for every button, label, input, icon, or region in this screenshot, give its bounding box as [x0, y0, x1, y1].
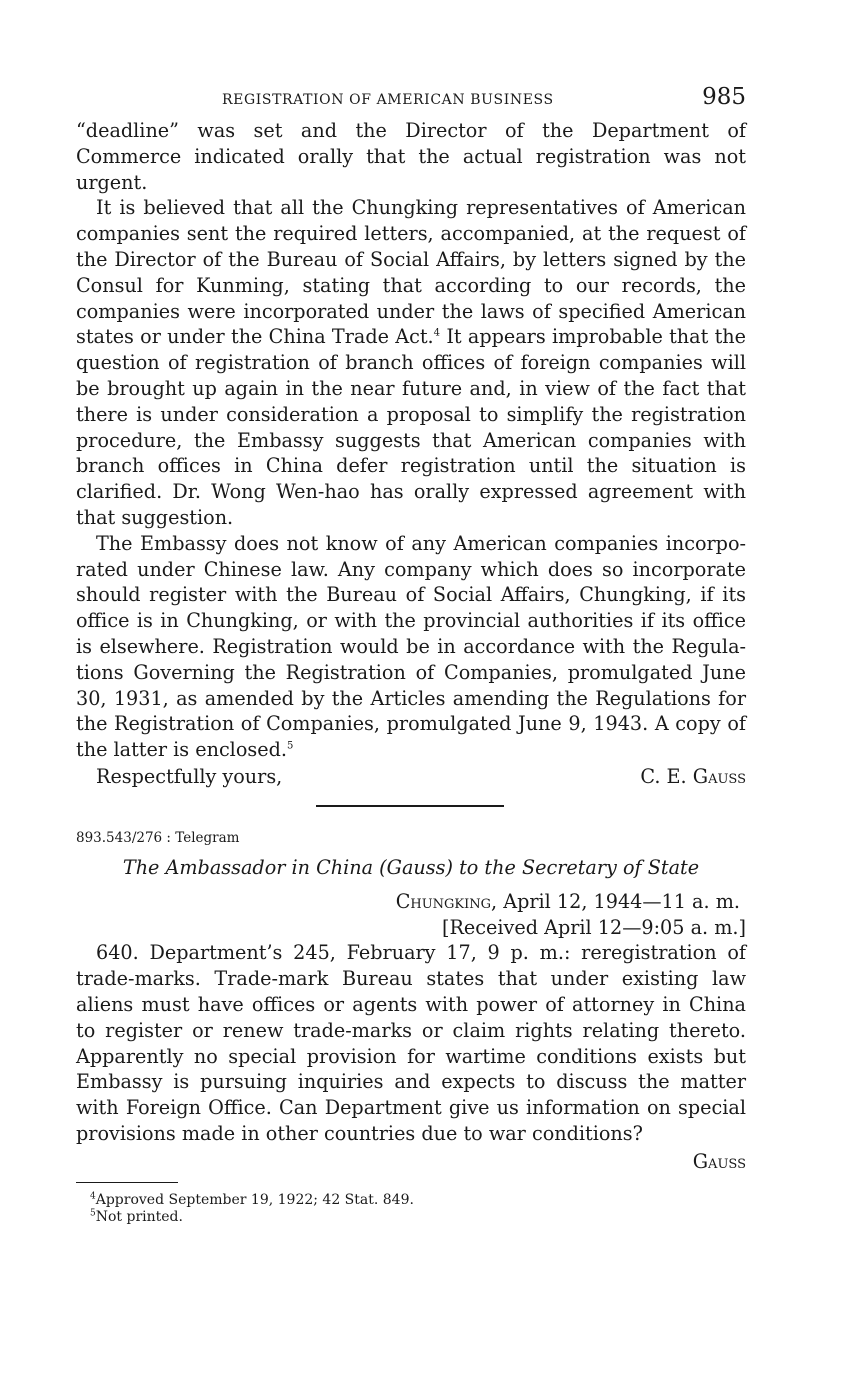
document-page	[76, 84, 746, 1226]
telegram-body: 640. Department’s 245, February 17, 9 p. m.: reregistration of trade-marks. Trade-mark Bureau states that under existing law aliens must have offices or agents with power of attorney in China to register or renew trade-marks or claim rights relating thereto. Apparently no special provision for wartime conditions exists but Embassy is pursuing inquiries and expects to discuss the matter with Foreign Office. Can Department give us information on special provisions made in other countries due to war conditions?	[76, 941, 746, 1145]
paragraph-chinese-law	[76, 531, 746, 763]
footnote-divider	[76, 1182, 178, 1183]
section-divider	[316, 805, 504, 807]
footnote-mark: 4	[90, 1191, 96, 1202]
paragraph-text: The Embassy does not know of any American companies incorporated under Chinese law. Any company which does so incorporate should register with the Bureau of Social Affairs, Chungking, if its office is in Chungking, or with the provincial authorities if its office is elsewhere. Registration would be in accordance with the Regulations Governing the Registration of Companies, promulgated June 30, 1931, as amended by the Articles amending the Regulations for the Registration of Companies, promulgated June 9, 1943. A copy of the latter is enclosed.	[76, 531, 746, 762]
telegram-signature: Gauss	[692, 1149, 746, 1173]
footnote-text: Not printed.	[95, 1208, 183, 1225]
footnote-mark: 5	[90, 1208, 96, 1219]
footnote-ref-5: 5	[286, 740, 294, 752]
footnote-item	[90, 1209, 746, 1226]
running-header	[76, 84, 746, 118]
running-title: REGISTRATION OF AMERICAN BUSINESS	[222, 92, 554, 108]
telegram-file-reference: 893.543/276 : Telegram	[76, 829, 240, 846]
paragraph-deadline: “deadline” was set and the Director of the Department of Commerce indicated orally that the actual registration was not urgent.	[76, 119, 746, 194]
telegram-title: The Ambassador in China (Gauss) to the Secretary of State	[122, 855, 700, 879]
footnote-ref-4: 4	[433, 327, 441, 339]
footnote-item	[90, 1192, 746, 1209]
paragraph-text-continued: It appears improbable that the question of registration of branch offices of foreign companies will be brought up again in the near future and, in view of the fact that there is under consideration a proposal to simplify the registration procedure, the Embassy suggests that American companies with branch offices in China defer registration until the situation is clarified. Dr. Wong Wen-hao has orally expressed agreement with that suggestion.	[76, 325, 746, 529]
telegram-dateline	[76, 889, 746, 915]
paragraph-text: It is believed that all the Chungking representatives of American companies sent the required letters, accompanied, at the request of the Director of the Bureau of Social Affairs, by letters signed by the Consul for Kunming, stating that according to our records, the companies were incorporated under the laws of specified American states or under the China Trade Act.	[76, 196, 746, 349]
footnote-text: Approved September 19, 1922; 42 Stat. 849.	[95, 1191, 414, 1208]
footnotes	[76, 1192, 746, 1226]
page-number: 985	[702, 84, 746, 110]
letter-signer: C. E. Gauss	[640, 764, 746, 788]
dateline-place: Chungking	[395, 889, 492, 913]
paragraph-chungking-representatives	[76, 195, 746, 530]
dateline-date: , April 12, 1944—11 a. m.	[491, 889, 740, 913]
closing-salutation: Respectfully yours,	[96, 764, 283, 788]
telegram-received: [Received April 12—9:05 a. m.]	[442, 915, 746, 939]
letter-signoff	[76, 764, 746, 790]
